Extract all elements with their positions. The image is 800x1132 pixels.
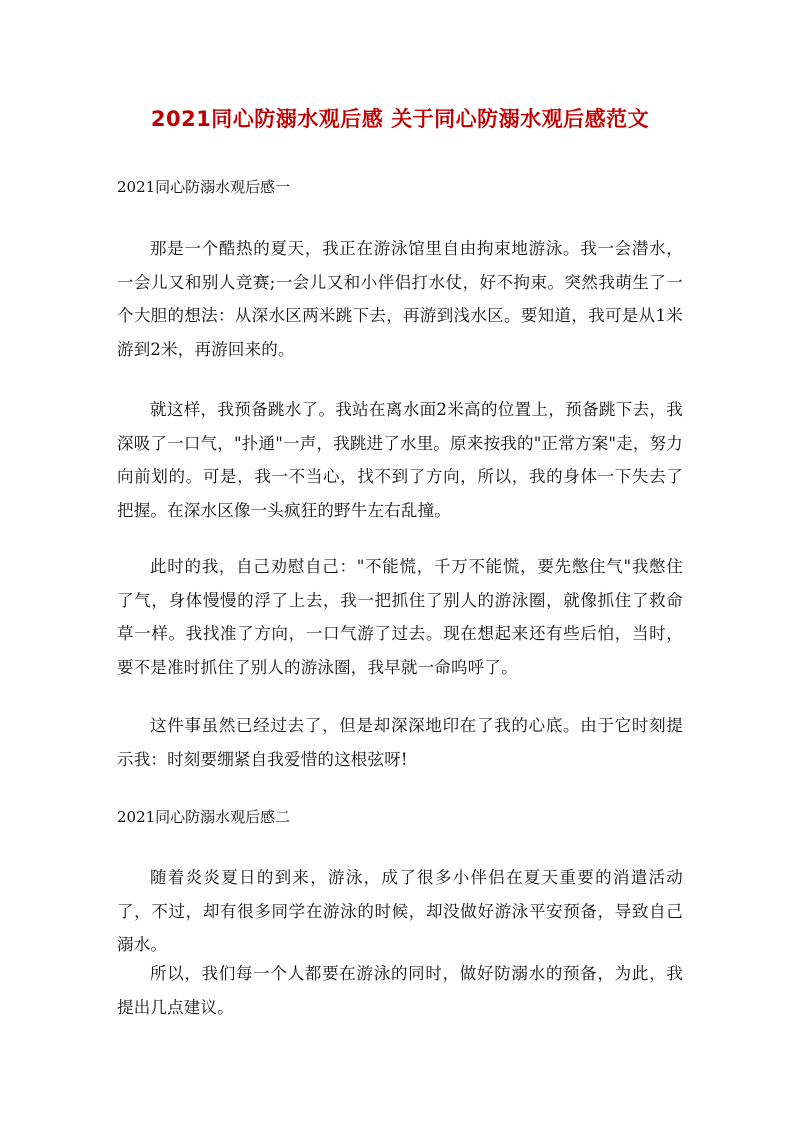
paragraph-1-2: 就这样，我预备跳水了。我站在离水面2米高的位置上，预备跳下去，我深吸了一口气，"扑通"一声，我跳进了水里。原来按我的"正常方案"走，努力向前划的。可是，我一不当心，找不到了方向，所以，我的身体一下失去了把握。在深水区像一头疯狂的野牛左右乱撞。 bbox=[117, 400, 683, 520]
document-title: 2021同心防溺水观后感 关于同心防溺水观后感范文 bbox=[150, 107, 650, 131]
paragraph-1-4: 这件事虽然已经过去了，但是却深深地印在了我的心底。由于它时刻提示我：时刻要绷紧自我爱惜的这根弦呀! bbox=[117, 716, 683, 769]
paragraph-1-3: 此时的我，自己劝慰自己："不能慌，千万不能慌，要先憋住气"我憋住了气，身体慢慢的浮了上去，我一把抓住了别人的游泳圈，就像抓住了救命草一样。我找准了方向，一口气游了过去。现在想起来还有些后怕，当时，要不是准时抓住了别人的游泳圈，我早就一命呜呼了。 bbox=[117, 557, 683, 677]
paragraph-2-2: 所以，我们每一个人都要在游泳的同时，做好防溺水的预备，为此，我提出几点建议。 bbox=[117, 964, 683, 1017]
paragraph-2-1: 随着炎炎夏日的到来，游泳，成了很多小伴侣在夏天重要的消遣活动了，不过，却有很多同学在游泳的时候，却没做好游泳平安预备，导致自己溺水。 bbox=[117, 868, 683, 954]
section-heading-2: 2021同心防溺水观后感二 bbox=[117, 808, 291, 826]
paragraph-1-1: 那是一个酷热的夏天，我正在游泳馆里自由拘束地游泳。我一会潜水，一会儿又和别人竞赛;一会儿又和小伴侣打水仗，好不拘束。突然我萌生了一个大胆的想法：从深水区两米跳下去，再游到浅水区。要知道，我可是从1米游到2米，再游回来的。 bbox=[117, 239, 683, 359]
section-heading-1: 2021同心防溺水观后感一 bbox=[117, 178, 291, 196]
